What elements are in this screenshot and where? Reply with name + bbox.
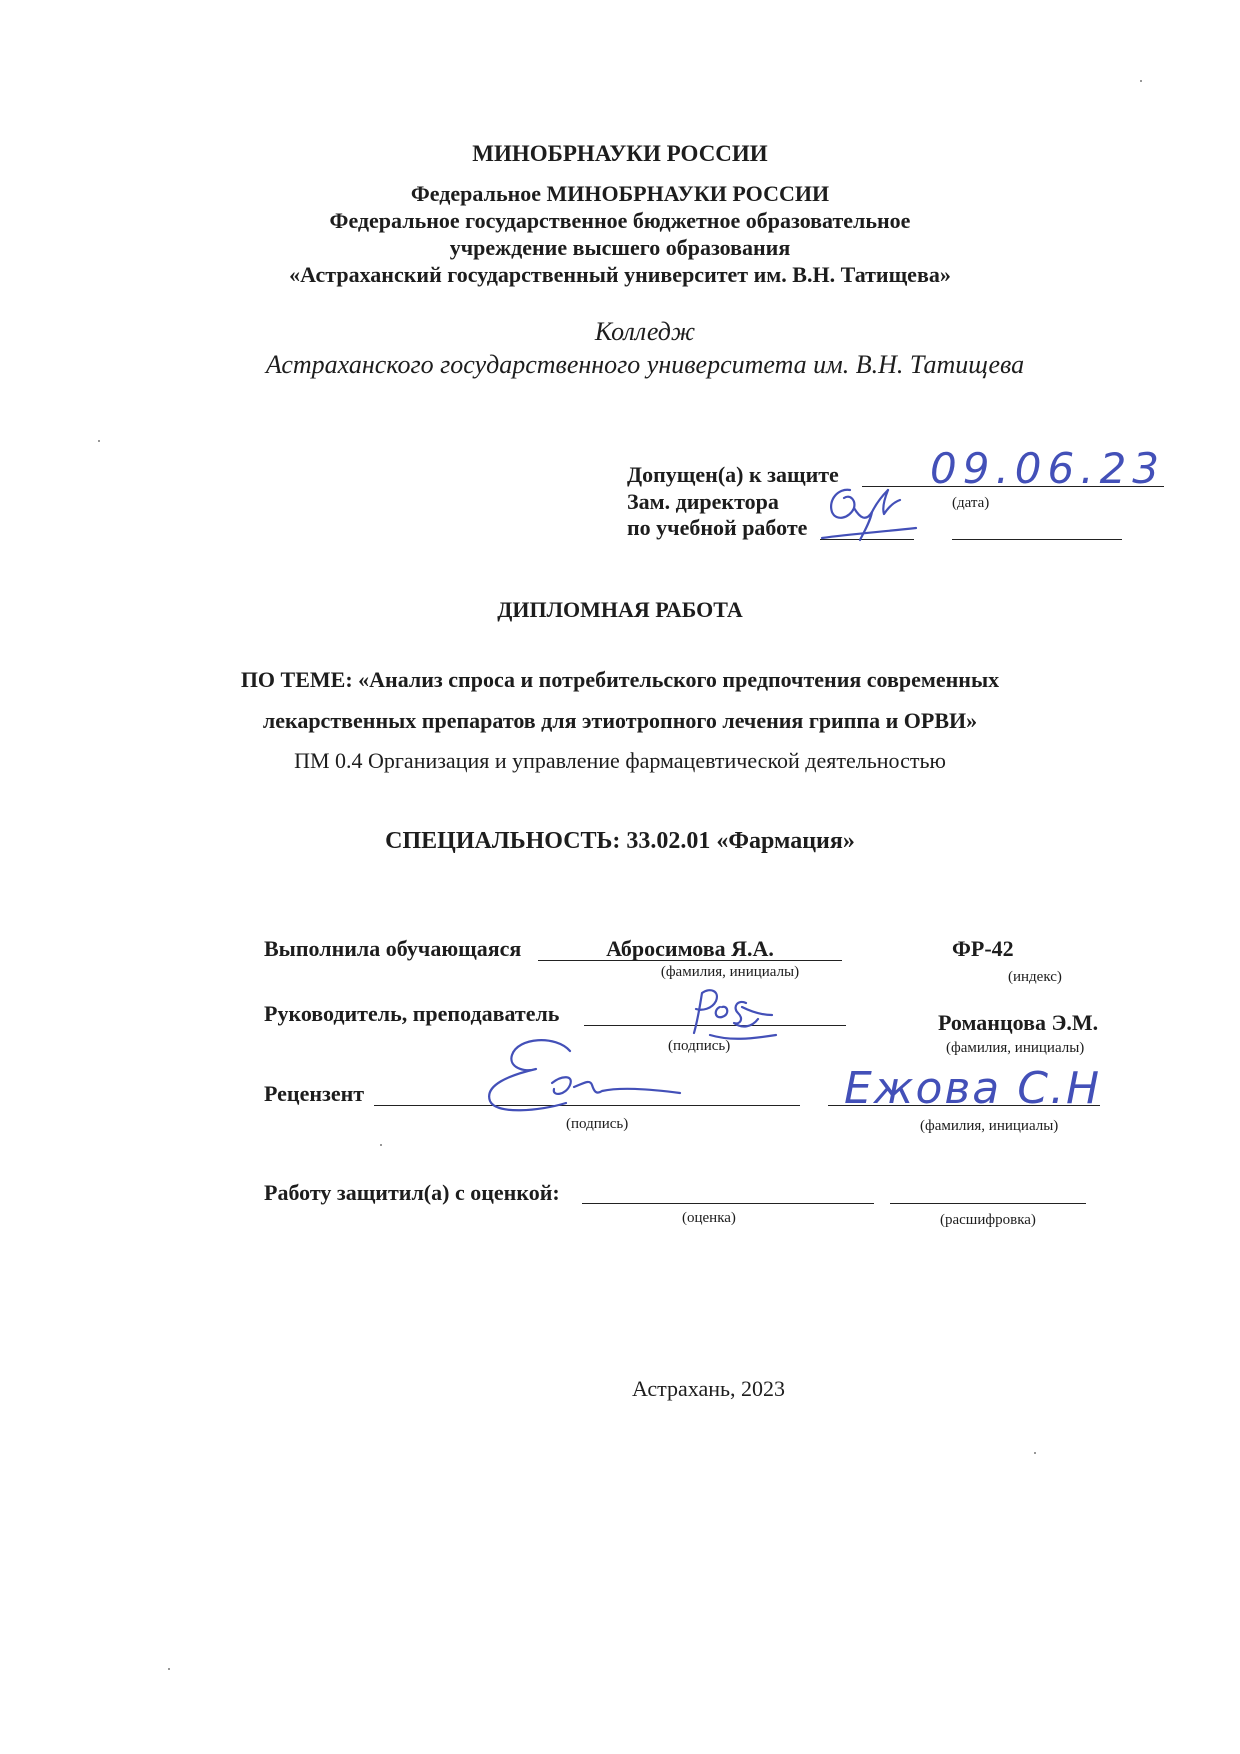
scan-speck: [1034, 1452, 1036, 1454]
reviewer-name-caption: (фамилия, инициалы): [920, 1118, 1059, 1134]
student-name: Абросимова Я.А.: [606, 936, 774, 961]
scan-speck: [1140, 80, 1142, 82]
grade-caption: (оценка): [682, 1210, 736, 1226]
header-line-1: Федеральное МИНОБРНАУКИ РОССИИ: [410, 181, 830, 206]
grade-decoding-caption: (расшифровка): [940, 1212, 1036, 1228]
supervisor-name: Романцова Э.М.: [938, 1010, 1099, 1035]
supervisor-name-caption: (фамилия, инициалы): [946, 1040, 1085, 1056]
topic-line-2: лекарственных препаратов для этиотропного лечения гриппа и ОРВИ»: [262, 708, 978, 733]
reviewer-signature-caption: (подпись): [566, 1116, 629, 1132]
header-line-4: «Астраханский государственный университет им. В.Н. Татищева»: [289, 262, 951, 287]
scan-speck: [98, 440, 100, 442]
reviewer-name-handwritten: Ежова С.Н: [844, 1063, 1102, 1114]
academic-work-label: по учебной работе: [627, 515, 808, 540]
admitted-label: Допущен(а) к защите: [627, 462, 839, 487]
college-line-2: Астраханского государственного университета им. В.Н. Татищева: [265, 350, 1025, 379]
header-line-3: учреждение высшего образования: [449, 235, 791, 260]
professional-module: ПМ 0.4 Организация и управление фармацевтической деятельностью: [294, 748, 946, 773]
ministry-title: МИНОБРНАУКИ РОССИИ: [472, 141, 768, 166]
defense-label: Работу защитил(а) с оценкой:: [264, 1180, 560, 1205]
student-group: ФР-42: [952, 936, 1014, 961]
reviewer-label: Рецензент: [264, 1081, 365, 1106]
grade-decoding-line: [890, 1203, 1086, 1204]
work-title: ДИПЛОМНАЯ РАБОТА: [497, 597, 743, 622]
student-name-caption: (фамилия, инициалы): [660, 964, 800, 980]
deputy-signature: [820, 478, 920, 548]
supervisor-signature-caption: (подпись): [668, 1038, 731, 1054]
header-line-2: Федеральное государственное бюджетное образовательное: [329, 208, 911, 233]
grade-line: [582, 1203, 874, 1204]
college-line-1: Колледж: [594, 317, 696, 346]
date-caption: (дата): [952, 495, 990, 511]
supervisor-signature: [680, 985, 790, 1045]
deputy-director-label: Зам. директора: [627, 489, 779, 514]
scan-speck: [168, 1668, 170, 1670]
specialty: СПЕЦИАЛЬНОСТЬ: 33.02.01 «Фармация»: [385, 828, 855, 854]
supervisor-label: Руководитель, преподаватель: [264, 1001, 560, 1026]
student-group-caption: (индекс): [1008, 969, 1062, 985]
reviewer-signature: [470, 1035, 690, 1125]
date-handwritten: 09.06.23: [930, 444, 1166, 493]
deputy-extra-line: [952, 539, 1122, 540]
place-year: Астрахань, 2023: [632, 1376, 786, 1401]
scan-speck: [380, 1144, 382, 1146]
student-label: Выполнила обучающаяся: [264, 936, 522, 961]
topic-line-1: ПО ТЕМЕ: «Анализ спроса и потребительского предпочтения современных: [240, 667, 1000, 692]
